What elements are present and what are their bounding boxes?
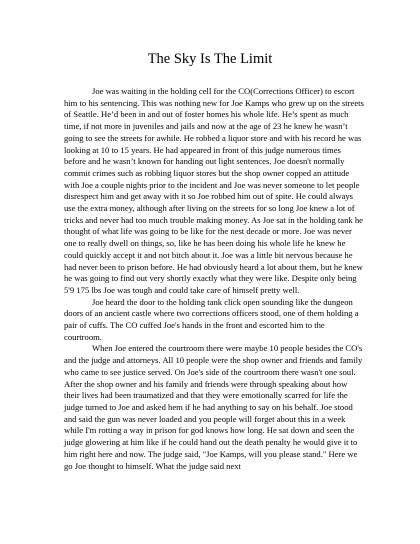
paragraph: When Joe entered the courtroom there were maybe 10 people besides the CO's and the judge and attorneys. All 10 people were the shop owner and friends and family who came to see justice served. On Joe's side of the courtroom there wasn't one soul. After the shop owner and his family and friends were through speaking about how their lives had been traumatized and that they were emotionally scarred for life the judge turned to Joe and asked hem if he had anything to say on his behalf. Joe stood and said the gun was never loaded and you people will forget about this in a week while I'm rotting a way in prison for god knows how long. He sat down and seen the judge glowering at him like if he could hand out the death penalty he would give it to him right here and now. The judge said, "Joe Kamps, will you please stand." Here we go Joe thought to himself. What the judge said next (64, 343, 363, 471)
paragraph: Joe heard the door to the holding tank click open sounding like the dungeon doors of an ancient castle where two corrections officers stood, one of them holding a pair of cuffs. The CO cuffed Joe's hands in the front and escorted him to the courtroom. (64, 296, 359, 342)
paragraph: Joe was waiting in the holding cell for the CO(Corrections Officer) to escort him to his sentencing. This was nothing new for Joe Kamps who grew up on the streets of Seattle. He’d been in and out of foster homes his whole life. He’s spent as much time, if not more in juveniles and jails and now at the age of 23 he knew he wasn’t going to see the streets for awhile. He robbed a liquor store and with his record he was looking at 10 to 15 years. He had appeared in front of this judge numerous times before and he wasn’t known for handing out light sentences. Joe doesn't normally commit crimes such as robbing liquor stores but the shop owner copped an attitude with Joe a couple nights prior to the incident and Joe was never someone to let people disrespect him and get away with it so Joe robbed him out of spite. He could always use the extra money, although after living on the streets for so long Joe knew a lot of tricks and never had too much trouble making money. As Joe sat in the holding tank he thought of what life was going to be like for the nest decade or more. Joe was never one to really dwell on things, so, like he has been doing his whole life he knew he could quickly accept it and not bitch about it. Joe was a little bit nervous because he had never been to prison before. He had obviously heard a lot about them, but he knew he was going to find out very shortly exactly what they were like. Despite only being 5'9 175 lbs Joe was tough and could take care of himself pretty well. (64, 86, 364, 295)
document-title: The Sky Is The Limit (147, 51, 273, 67)
document-body (64, 86, 364, 472)
